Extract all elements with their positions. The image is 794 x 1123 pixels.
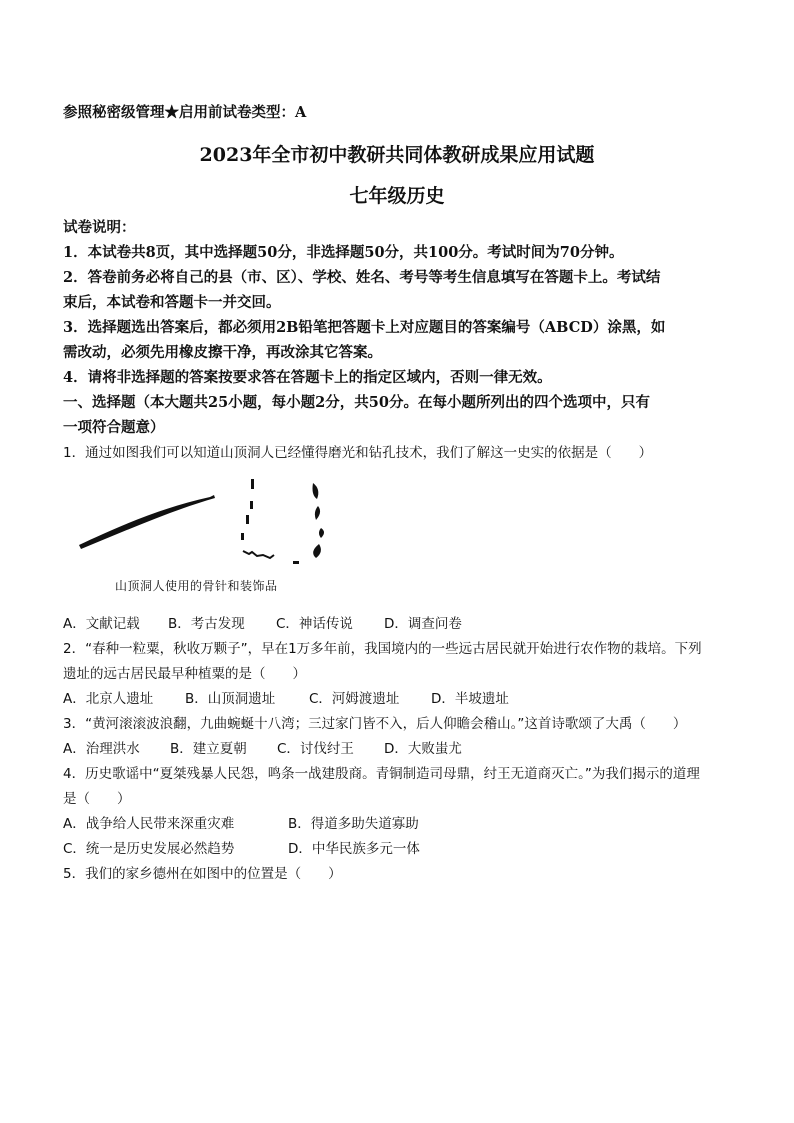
q1-figure-caption: 山顶洞人使用的骨针和装饰品 (115, 579, 278, 593)
bone-needle-ornaments-image (75, 473, 340, 578)
q1-options (63, 612, 734, 632)
instruction-item-1: 1．本试卷共8页，其中选择题50分，非选择题50分，共100分。考试时间为70分钟。 (63, 244, 624, 261)
q2-option-b[interactable]: B．山顶洞遗址 (185, 691, 276, 707)
q1-option-d[interactable]: D．调查问卷 (384, 616, 462, 632)
q1-option-c[interactable]: C．神话传说 (276, 616, 353, 632)
q5-stem: 5．我们的家乡德州在如图中的位置是（ ） (63, 866, 342, 882)
q3-option-b[interactable]: B．建立夏朝 (170, 741, 247, 757)
q3-option-c[interactable]: C．讨伐纣王 (277, 741, 354, 757)
section-heading-b: 一项符合题意） (63, 419, 165, 436)
q4-option-d[interactable]: D．中华民族多元一体 (288, 841, 420, 857)
instruction-item-2b: 束后，本试卷和答题卡一并交回。 (63, 294, 281, 311)
q4-options-row-2 (63, 837, 734, 857)
q4-option-b[interactable]: B．得道多助失道寡助 (288, 816, 419, 832)
q3-option-d[interactable]: D．大败蚩尤 (384, 741, 462, 757)
q4-options-row-1 (63, 812, 734, 832)
q2-stem-b: 遗址的远古居民最早种植粟的是（ ） (63, 666, 306, 682)
instruction-item-3b: 需改动，必须先用橡皮擦干净，再改涂其它答案。 (63, 344, 382, 361)
q2-option-c[interactable]: C．河姆渡遗址 (309, 691, 400, 707)
q1-option-a[interactable]: A．文献记载 (63, 616, 140, 632)
q4-stem-a: 4．历史歌谣中“夏桀残暴人民怨，鸣条一战建殷商。青铜制造司母鼎，纣王无道商灭亡。”为我们揭示的道理 (63, 766, 700, 782)
instruction-item-3a: 3．选择题选出答案后，都必须用2B铅笔把答题卡上对应题目的答案编号（ABCD）涂黑，如 (63, 319, 666, 336)
q1-figure (75, 473, 340, 598)
q2-option-d[interactable]: D．半坡遗址 (431, 691, 509, 707)
q3-stem: 3．“黄河滚滚波浪翻，九曲蜿蜒十八湾；三过家门皆不入，后人仰瞻会稽山。”这首诗歌颂了大禹（ ） (63, 716, 687, 732)
classification-line: 参照秘密级管理★启用前试卷类型：A (63, 104, 307, 121)
q1-option-b[interactable]: B．考古发现 (168, 616, 245, 632)
q3-options (63, 737, 734, 757)
q2-options (63, 687, 734, 707)
section-heading-a: 一、选择题（本大题共25小题，每小题2分，共50分。在每小题所列出的四个选项中，只有 (63, 394, 650, 411)
q1-stem: 1．通过如图我们可以知道山顶洞人已经懂得磨光和钻孔技术，我们了解这一史实的依据是（ ） (63, 445, 653, 461)
q4-stem-b: 是（ ） (63, 791, 131, 807)
q3-option-a[interactable]: A．治理洪水 (63, 741, 140, 757)
instruction-item-4: 4．请将非选择题的答案按要求答在答题卡上的指定区域内，否则一律无效。 (63, 369, 552, 386)
exam-subtitle: 七年级历史 (349, 185, 445, 207)
q2-stem-a: 2．“春种一粒粟，秋收万颗子”，早在1万多年前，我国境内的一些远古居民就开始进行农作物的栽培。下列 (63, 641, 702, 657)
instructions-heading: 试卷说明： (63, 219, 136, 236)
exam-title: 2023年全市初中教研共同体教研成果应用试题 (199, 144, 595, 166)
q4-option-c[interactable]: C．统一是历史发展必然趋势 (63, 841, 235, 857)
instruction-item-2a: 2．答卷前务必将自己的县（市、区）、学校、姓名、考号等考生信息填写在答题卡上。考试结 (63, 269, 661, 286)
q4-option-a[interactable]: A．战争给人民带来深重灾难 (63, 816, 235, 832)
q2-option-a[interactable]: A．北京人遗址 (63, 691, 154, 707)
